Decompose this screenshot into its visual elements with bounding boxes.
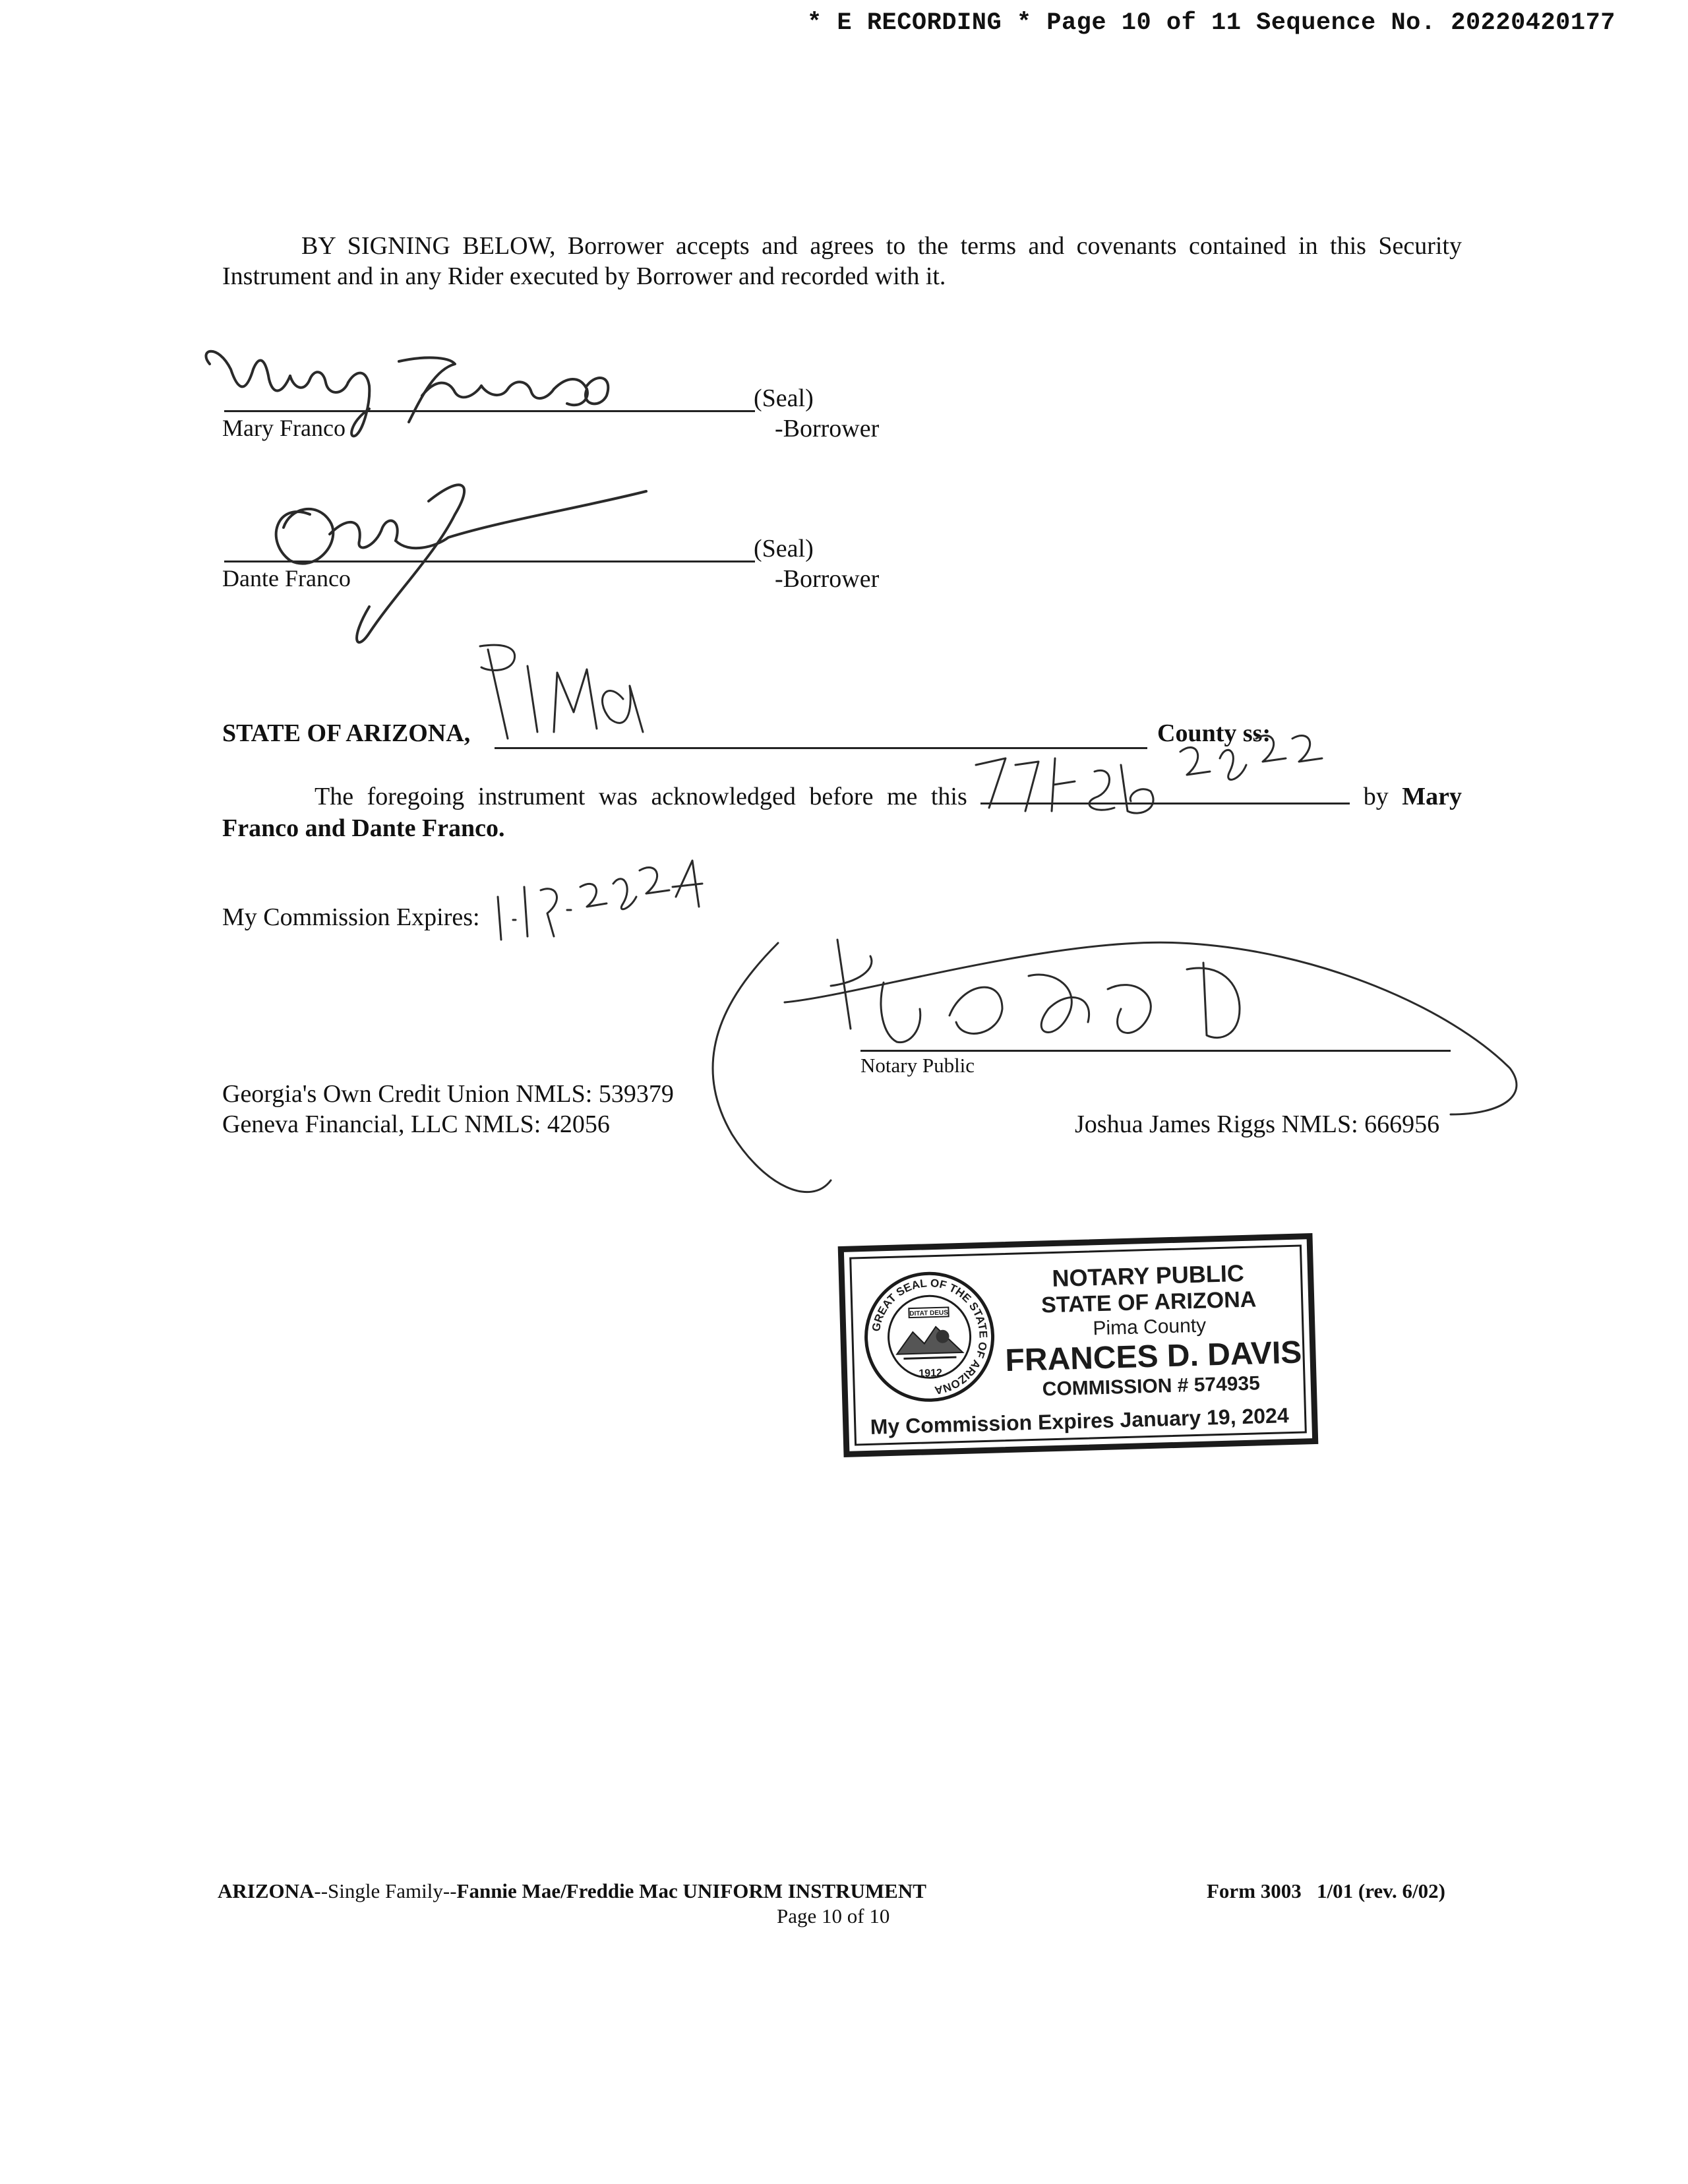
- notary-signature: [713, 940, 1517, 1192]
- stamp-line-commission-number: COMMISSION # 574935: [1042, 1372, 1261, 1401]
- footer-family: --Single Family--: [314, 1879, 457, 1902]
- seal-label-1: (Seal): [754, 384, 814, 412]
- seal-ring-text: GREAT SEAL OF THE STATE OF ARIZONA: [869, 1277, 990, 1397]
- nmls-line-2: Geneva Financial, LLC NMLS: 42056: [222, 1110, 610, 1138]
- footer-state: ARIZONA: [218, 1879, 315, 1902]
- footer-form-number: Form 3003 1/01 (rev. 6/02): [1207, 1879, 1445, 1902]
- notary-public-label: Notary Public: [860, 1054, 975, 1077]
- nmls-line-1: Georgia's Own Credit Union NMLS: 539379: [222, 1080, 674, 1108]
- county-label: County ss:: [1157, 719, 1271, 747]
- borrower-role-2: -Borrower: [775, 565, 880, 593]
- acknowledgment-text: The foregoing instrument was acknowledged before me this: [315, 783, 967, 810]
- intro-text: BY SIGNING BELOW, Borrower accepts and agrees to the terms and covenants contained in this Security Instrument and in any Rider executed by Borrower and recorded with it.: [222, 232, 1462, 290]
- stamp-line-county: Pima County: [1092, 1314, 1207, 1340]
- commission-expires-label: My Commission Expires:: [222, 903, 480, 931]
- stamp-line-notary-name: FRANCES D. DAVIS: [1004, 1335, 1302, 1379]
- handwritten-expiry: [498, 861, 702, 940]
- footer-instrument: [218, 1879, 926, 1903]
- stamp-line-notary-public: NOTARY PUBLIC: [1051, 1259, 1245, 1292]
- seal-label-2: (Seal): [754, 535, 814, 562]
- dante-franco-signature: [276, 485, 646, 642]
- seal-motto: DITAT DEUS: [909, 1309, 948, 1318]
- nmls-loan-officer: Joshua James Riggs NMLS: 666956: [1075, 1110, 1440, 1138]
- borrower-name-2: Dante Franco: [222, 565, 351, 592]
- stamp-line-commission-expires: My Commission Expires January 19, 2024: [870, 1403, 1290, 1439]
- borrower-role-1: -Borrower: [775, 415, 880, 442]
- footer-uniform: Fannie Mae/Freddie Mac UNIFORM INSTRUMENT: [456, 1879, 926, 1902]
- mary-franco-signature: [206, 351, 608, 437]
- handwritten-date: [976, 735, 1322, 813]
- recording-header: * E RECORDING * Page 10 of 11 Sequence No. 20220420177: [807, 9, 1615, 37]
- notary-stamp: [838, 1233, 1319, 1457]
- handwritten-county: [480, 645, 643, 739]
- stamp-line-state: STATE OF ARIZONA: [1040, 1287, 1257, 1318]
- seal-year: 1912: [919, 1367, 943, 1380]
- state-seal-icon: [862, 1269, 998, 1405]
- borrower-name-1: Mary Franco: [222, 415, 346, 441]
- acknowledgment-by: by: [1363, 783, 1389, 810]
- footer-page-number: Page 10 of 10: [777, 1904, 890, 1927]
- state-label: STATE OF ARIZONA,: [222, 719, 471, 747]
- acknowledgment-signers: Mary Franco and Dante Franco.: [222, 783, 1462, 842]
